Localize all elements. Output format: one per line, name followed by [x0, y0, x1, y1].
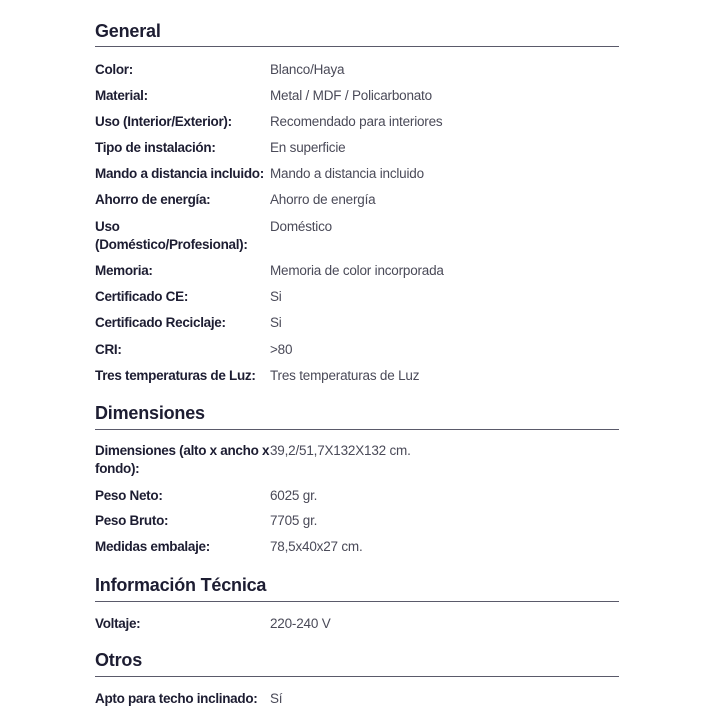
section-title-dimensiones: Dimensiones [95, 403, 205, 423]
spec-row-dimensiones [95, 442, 619, 478]
spec-value: 6025 gr. [270, 488, 318, 503]
spec-value: Mando a distancia incluido [270, 166, 424, 181]
spec-label: Peso Bruto: [95, 513, 169, 528]
section-divider [95, 601, 619, 602]
section-title-general: General [95, 21, 161, 41]
spec-row-uso-domestico [95, 218, 619, 254]
spec-label: Tres temperaturas de Luz: [95, 368, 256, 383]
spec-value: Memoria de color incorporada [270, 263, 444, 278]
spec-label: Peso Neto: [95, 488, 163, 503]
spec-label: Dimensiones (alto x ancho x fondo): [95, 443, 270, 476]
spec-value: 78,5x40x27 cm. [270, 539, 363, 554]
spec-value: Doméstico [270, 219, 332, 234]
spec-label: Uso (Doméstico/Profesional): [95, 219, 248, 252]
spec-value: Ahorro de energía [270, 192, 376, 207]
spec-value: Recomendado para interiores [270, 114, 443, 129]
section-title-informacion-tecnica: Información Técnica [95, 575, 267, 595]
spec-row-temperaturas [95, 367, 619, 385]
spec-row-techo-inclinado [95, 690, 619, 708]
spec-value: >80 [270, 342, 293, 357]
spec-row-voltaje [95, 615, 619, 633]
spec-row-cri [95, 341, 619, 359]
spec-label: Ahorro de energía: [95, 192, 211, 207]
spec-row-peso-neto [95, 487, 619, 505]
spec-label: Color: [95, 62, 133, 77]
section-title-otros: Otros [95, 650, 143, 670]
spec-label: Uso (Interior/Exterior): [95, 114, 232, 129]
spec-row-certificado-ce [95, 288, 619, 306]
spec-value: Metal / MDF / Policarbonato [270, 88, 432, 103]
spec-value: Tres temperaturas de Luz [270, 368, 420, 383]
spec-label: Apto para techo inclinado: [95, 691, 258, 706]
spec-row-certificado-reciclaje [95, 314, 619, 332]
spec-value: 7705 gr. [270, 513, 318, 528]
spec-value: Si [270, 289, 282, 304]
spec-label: Mando a distancia incluido: [95, 166, 264, 181]
spec-label: Voltaje: [95, 616, 141, 631]
spec-label: Memoria: [95, 263, 153, 278]
spec-row-memoria [95, 262, 619, 280]
spec-value: Sí [270, 691, 283, 706]
spec-label: Certificado CE: [95, 289, 189, 304]
spec-row-instalacion [95, 139, 619, 157]
spec-row-material [95, 87, 619, 105]
section-divider [95, 676, 619, 677]
spec-row-ahorro [95, 191, 619, 209]
spec-label: Material: [95, 88, 148, 103]
section-divider [95, 429, 619, 430]
spec-label: Medidas embalaje: [95, 539, 210, 554]
spec-row-uso-interior [95, 113, 619, 131]
spec-value: En superficie [270, 140, 346, 155]
spec-value: 220-240 V [270, 616, 331, 631]
spec-row-color [95, 61, 619, 79]
spec-value: Blanco/Haya [270, 62, 345, 77]
spec-label: CRI: [95, 342, 122, 357]
spec-row-peso-bruto [95, 512, 619, 530]
spec-label: Tipo de instalación: [95, 140, 216, 155]
section-divider [95, 46, 619, 47]
spec-value: Si [270, 315, 282, 330]
spec-row-medidas-embalaje [95, 538, 619, 556]
spec-value: 39,2/51,7X132X132 cm. [270, 443, 411, 458]
spec-row-mando [95, 165, 619, 183]
spec-label: Certificado Reciclaje: [95, 315, 226, 330]
